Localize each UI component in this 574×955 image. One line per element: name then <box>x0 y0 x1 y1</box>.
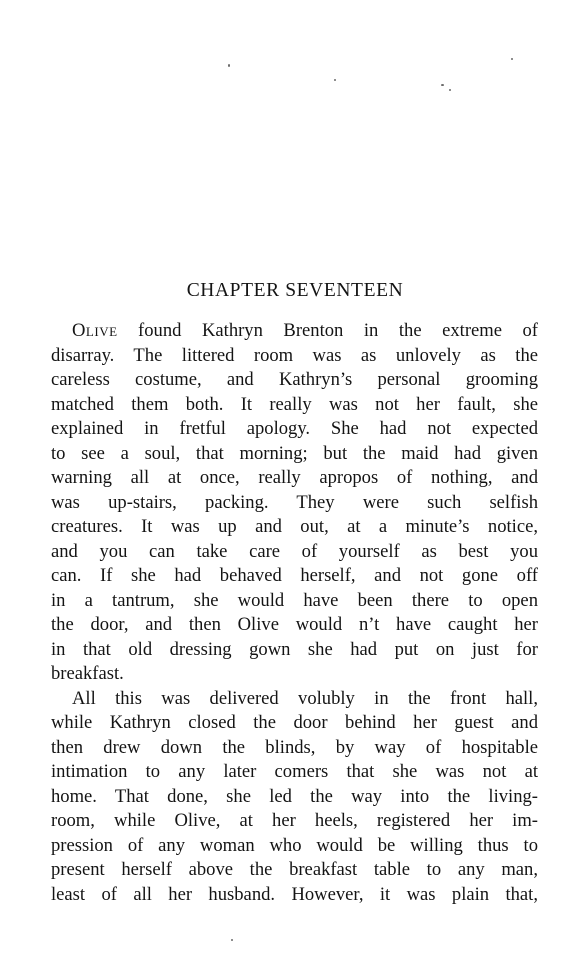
text-line: the door, and then Olive would n’t have caught her <box>51 614 538 635</box>
text-line: and you can take care of yourself as best you <box>51 540 538 562</box>
scan-speck <box>511 58 513 60</box>
text-line: pression of any woman who would be willing thus to <box>51 834 538 856</box>
lead-word: Olive <box>72 320 118 341</box>
text-line: in that old dressing gown she had put on just for <box>51 638 538 660</box>
scan-speck <box>449 89 451 91</box>
text-line: intimation to any later comers that she was not at <box>51 761 538 782</box>
text-line: Olive found Kathryn Brenton in the extreme of <box>72 320 538 341</box>
text-line: while Kathryn closed the door behind her guest and <box>51 712 538 733</box>
chapter-title: CHAPTER SEVENTEEN <box>186 280 404 301</box>
text-line: home. That done, she led the way into the living- <box>51 785 538 807</box>
text-line: can. If she had behaved herself, and not gone off <box>51 565 538 586</box>
text-line: was up-stairs, packing. They were such selfish <box>51 491 538 513</box>
text-line: disarray. The littered room was as unlovely as the <box>51 344 538 366</box>
text-line: room, while Olive, at her heels, registered her im- <box>51 810 538 831</box>
text-line: breakfast. <box>51 663 124 684</box>
scan-speck <box>228 64 230 67</box>
scan-speck <box>231 939 233 941</box>
text-line: least of all her husband. However, it was plain that, <box>51 883 538 905</box>
scan-speck <box>334 79 336 81</box>
text-line: explained in fretful apology. She had not expected <box>51 418 538 439</box>
text-line: in a tantrum, she would have been there to open <box>51 589 538 611</box>
text-line: careless costume, and Kathryn’s personal grooming <box>51 369 538 390</box>
scan-speck <box>441 84 444 86</box>
text-line: present herself above the breakfast table to any man, <box>51 859 538 880</box>
text-line: to see a soul, that morning; but the maid had given <box>51 442 538 464</box>
text-line: All this was delivered volubly in the front hall, <box>72 687 538 709</box>
text-line: matched them both. It really was not her fault, she <box>51 393 538 415</box>
text-line: creatures. It was up and out, at a minute’s notice, <box>51 516 538 537</box>
text-line: warning all at once, really apropos of nothing, and <box>51 467 538 488</box>
text-line: then drew down the blinds, by way of hospitable <box>51 736 538 758</box>
